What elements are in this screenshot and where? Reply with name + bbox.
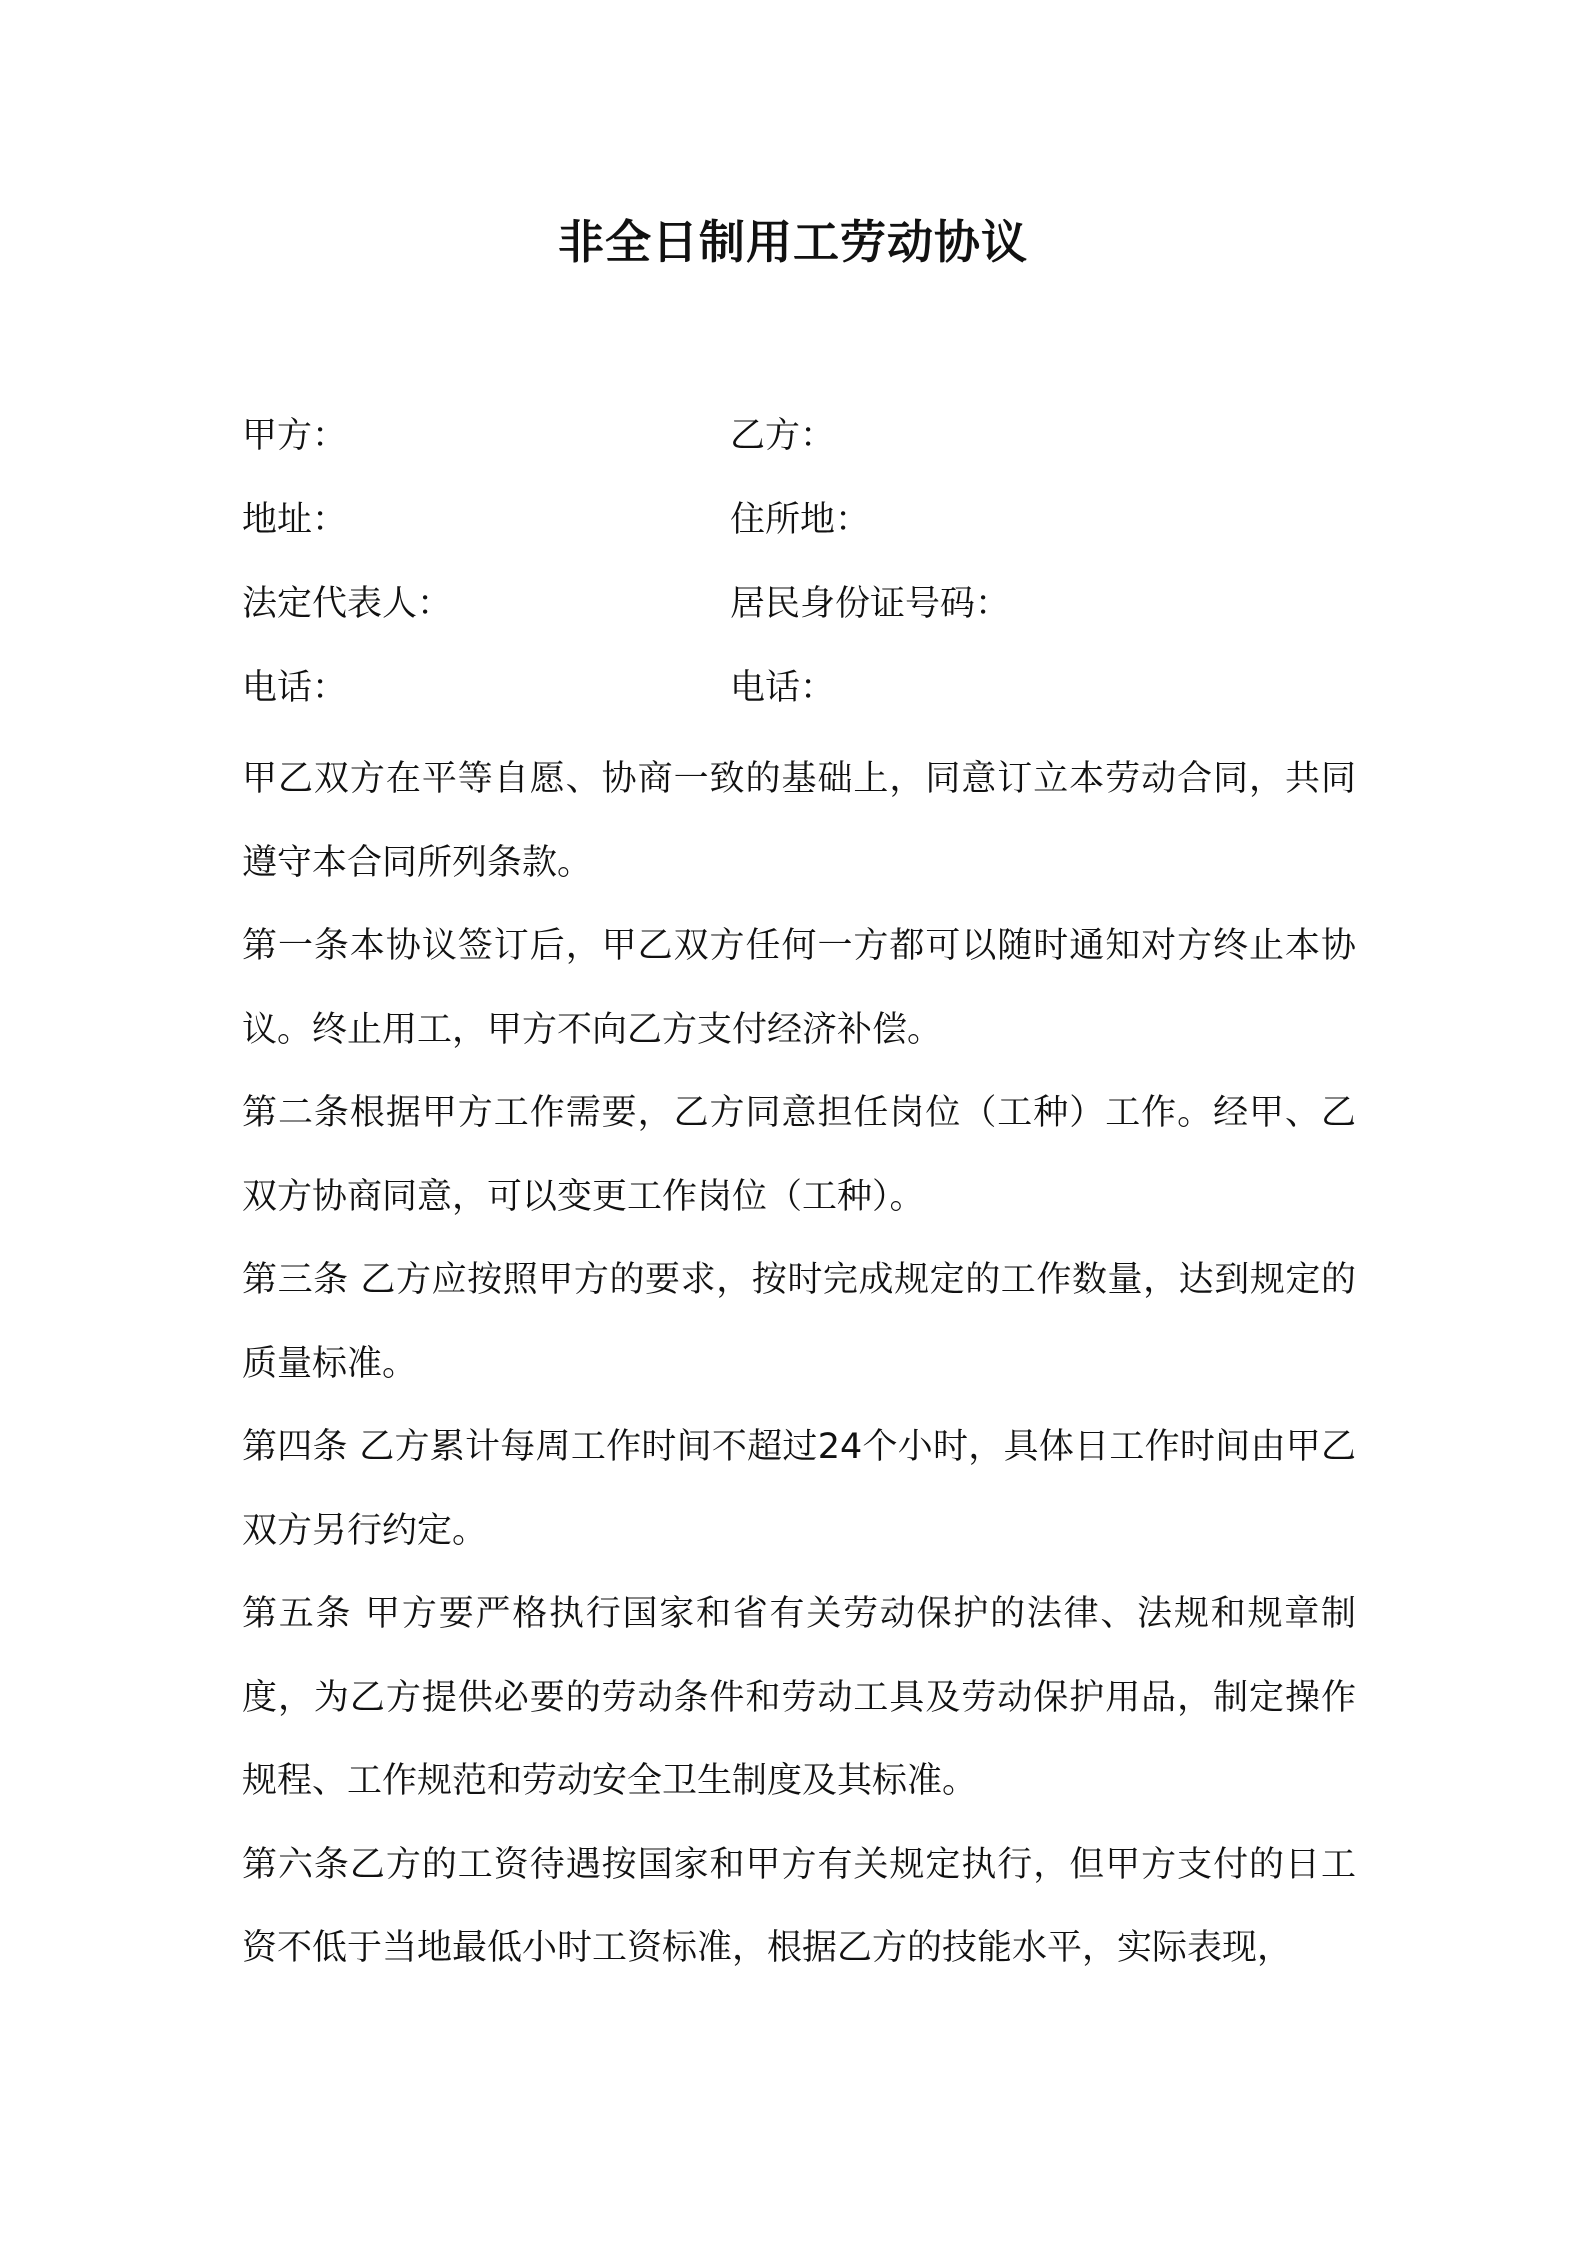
party-b-label: 乙方：	[730, 416, 836, 456]
preamble-paragraph: 甲乙双方在平等自愿、协商一致的基础上，同意订立本劳动合同，共同遵守本合同所列条款。	[242, 759, 1356, 883]
party-a-legal-rep-label: 法定代表人：	[242, 584, 453, 624]
article-5-paragraph: 第五条 甲方要严格执行国家和省有关劳动保护的法律、法规和规章制度，为乙方提供必要的劳动条件和劳动工具及劳动保护用品，制定操作规程、工作规范和劳动安全卫生制度及其标准。	[242, 1594, 1356, 1801]
party-row-address	[242, 492, 1352, 576]
party-b-phone-label: 电话：	[730, 668, 836, 708]
party-a-label: 甲方：	[242, 416, 348, 456]
party-b-residence-label: 住所地：	[730, 500, 871, 540]
article-1-paragraph: 第一条本协议签订后，甲乙双方任何一方都可以随时通知对方终止本协议。终止用工，甲方不向乙方支付经济补偿。	[242, 926, 1356, 1050]
article-4-paragraph: 第四条 乙方累计每周工作时间不超过24个小时，具体日工作时间由甲乙双方另行约定。	[242, 1427, 1356, 1551]
party-row-phone	[242, 660, 1352, 744]
party-row-name	[242, 408, 1352, 492]
party-b-id-number-label: 居民身份证号码：	[730, 584, 1011, 624]
document-title: 非全日制用工劳动协议	[558, 215, 1028, 269]
agreement-body	[242, 738, 1356, 1991]
party-info	[242, 408, 1352, 744]
party-a-phone-label: 电话：	[242, 668, 348, 708]
article-2-paragraph: 第二条根据甲方工作需要，乙方同意担任岗位（工种）工作。经甲、乙双方协商同意，可以变更工作岗位（工种）。	[242, 1093, 1356, 1217]
party-row-id	[242, 576, 1352, 660]
article-3-paragraph: 第三条 乙方应按照甲方的要求，按时完成规定的工作数量，达到规定的质量标准。	[242, 1260, 1356, 1384]
party-a-address-label: 地址：	[242, 500, 348, 540]
article-6-paragraph: 第六条乙方的工资待遇按国家和甲方有关规定执行，但甲方支付的日工资不低于当地最低小时工资标准，根据乙方的技能水平，实际表现，	[242, 1844, 1356, 1968]
